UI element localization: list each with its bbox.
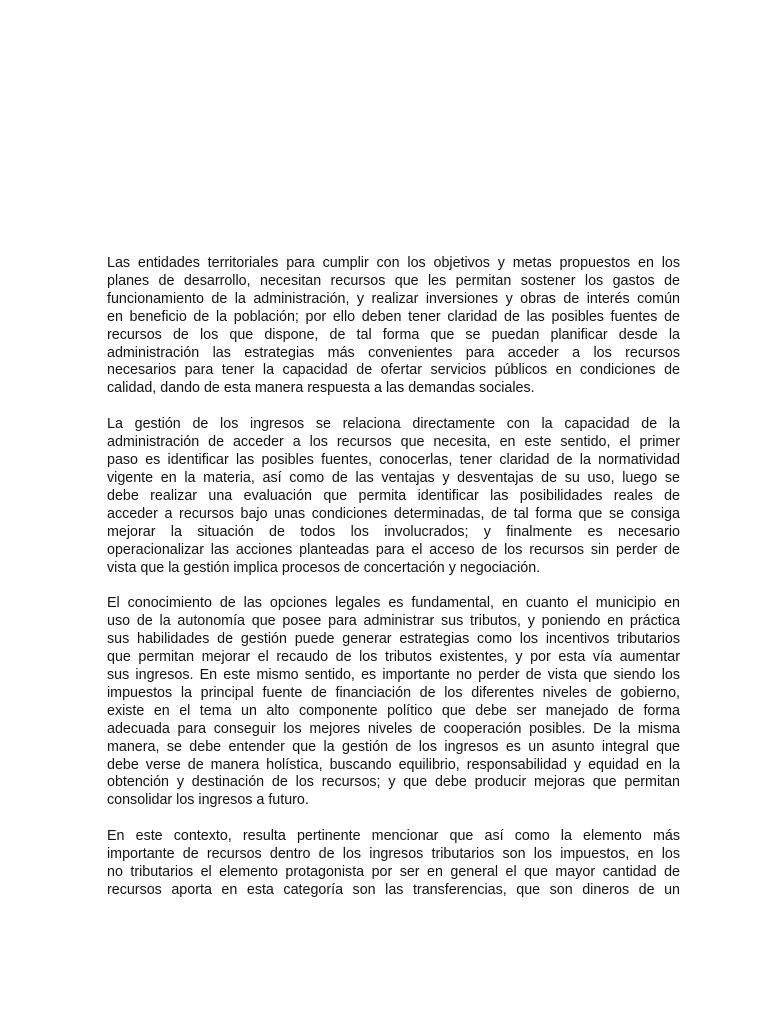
text-line: vigente en la materia, así como de las ventajas y desventajas de su uso, luego se — [107, 469, 680, 486]
text-line: que permitan mejorar el recaudo de los tributos existentes, y por esta vía aumentar — [107, 649, 680, 666]
text-line: necesarios para tener la capacidad de ofertar servicios públicos en condiciones de — [107, 362, 680, 379]
text-line: obtención y destinación de los recursos; y que debe producir mejoras que permitan — [107, 774, 680, 791]
text-line: administración de acceder a los recursos que necesita, en este sentido, el primer — [107, 434, 680, 451]
text-line: recursos aporta en esta categoría son las transferencias, que son dineros de un — [107, 882, 680, 898]
paragraph-3 — [107, 595, 680, 810]
text-line: no tributarios el elemento protagonista por ser en general el que mayor cantidad de — [107, 864, 680, 881]
text-line: impuestos la principal fuente de financiación de los diferentes niveles de gobierno, — [107, 684, 680, 701]
text-line: en beneficio de la población; por ello deben tener claridad de las posibles fuentes de — [107, 308, 680, 325]
text-line: existe en el tema un alto componente político que debe ser manejado de forma — [107, 702, 680, 719]
paragraph-4 — [107, 828, 680, 900]
text-line: El conocimiento de las opciones legales es fundamental, en cuanto el municipio en — [107, 595, 680, 612]
text-line: Las entidades territoriales para cumplir con los objetivos y metas propuestos en los — [107, 255, 680, 271]
text-line: adecuada para conseguir los mejores niveles de cooperación posibles. De la misma — [107, 720, 680, 737]
text-line: acceder a recursos bajo unas condiciones determinadas, de tal forma que se consiga — [107, 505, 680, 522]
text-line: funcionamiento de la administración, y realizar inversiones y obras de interés común — [107, 290, 680, 307]
text-line: importante de recursos dentro de los ingresos tributarios son los impuestos, en los — [107, 846, 680, 863]
text-line: paso es identificar las posibles fuentes, conocerlas, tener claridad de la normatividad — [107, 452, 680, 469]
text-line: administración las estrategias más convenientes para acceder a los recursos — [107, 344, 680, 361]
text-line: uso de la autonomía que posee para administrar sus tributos, y poniendo en práctica — [107, 613, 680, 630]
text-line: operacionalizar las acciones planteadas para el acceso de los recursos sin perder de — [107, 541, 680, 558]
text-line: recursos de los que dispone, de tal forma que se puedan planificar desde la — [107, 326, 680, 343]
text-line: debe verse de manera holística, buscando equilibrio, responsabilidad y equidad en la — [107, 756, 680, 773]
text-line: debe realizar una evaluación que permita identificar las posibilidades reales de — [107, 487, 680, 504]
text-line: La gestión de los ingresos se relaciona directamente con la capacidad de la — [107, 416, 680, 433]
text-line: planes de desarrollo, necesitan recursos que les permitan sostener los gastos de — [107, 272, 680, 289]
text-line: En este contexto, resulta pertinente mencionar que así como la elemento más — [107, 828, 680, 845]
text-line: sus ingresos. En este mismo sentido, es importante no perder de vista que siendo los — [107, 667, 680, 684]
text-line: manera, se debe entender que la gestión de los ingresos es un asunto integral que — [107, 738, 680, 755]
paragraph-1 — [107, 255, 680, 398]
document-body — [107, 255, 680, 918]
text-line: consolidar los ingresos a futuro. — [107, 792, 309, 809]
text-line: sus habilidades de gestión puede generar estrategias como los incentivos tributarios — [107, 631, 680, 648]
text-line: mejorar la situación de todos los involucrados; y finalmente es necesario — [107, 523, 680, 540]
text-line: calidad, dando de esta manera respuesta a las demandas sociales. — [107, 380, 535, 397]
text-line: vista que la gestión implica procesos de concertación y negociación. — [107, 559, 541, 576]
paragraph-2 — [107, 416, 680, 577]
